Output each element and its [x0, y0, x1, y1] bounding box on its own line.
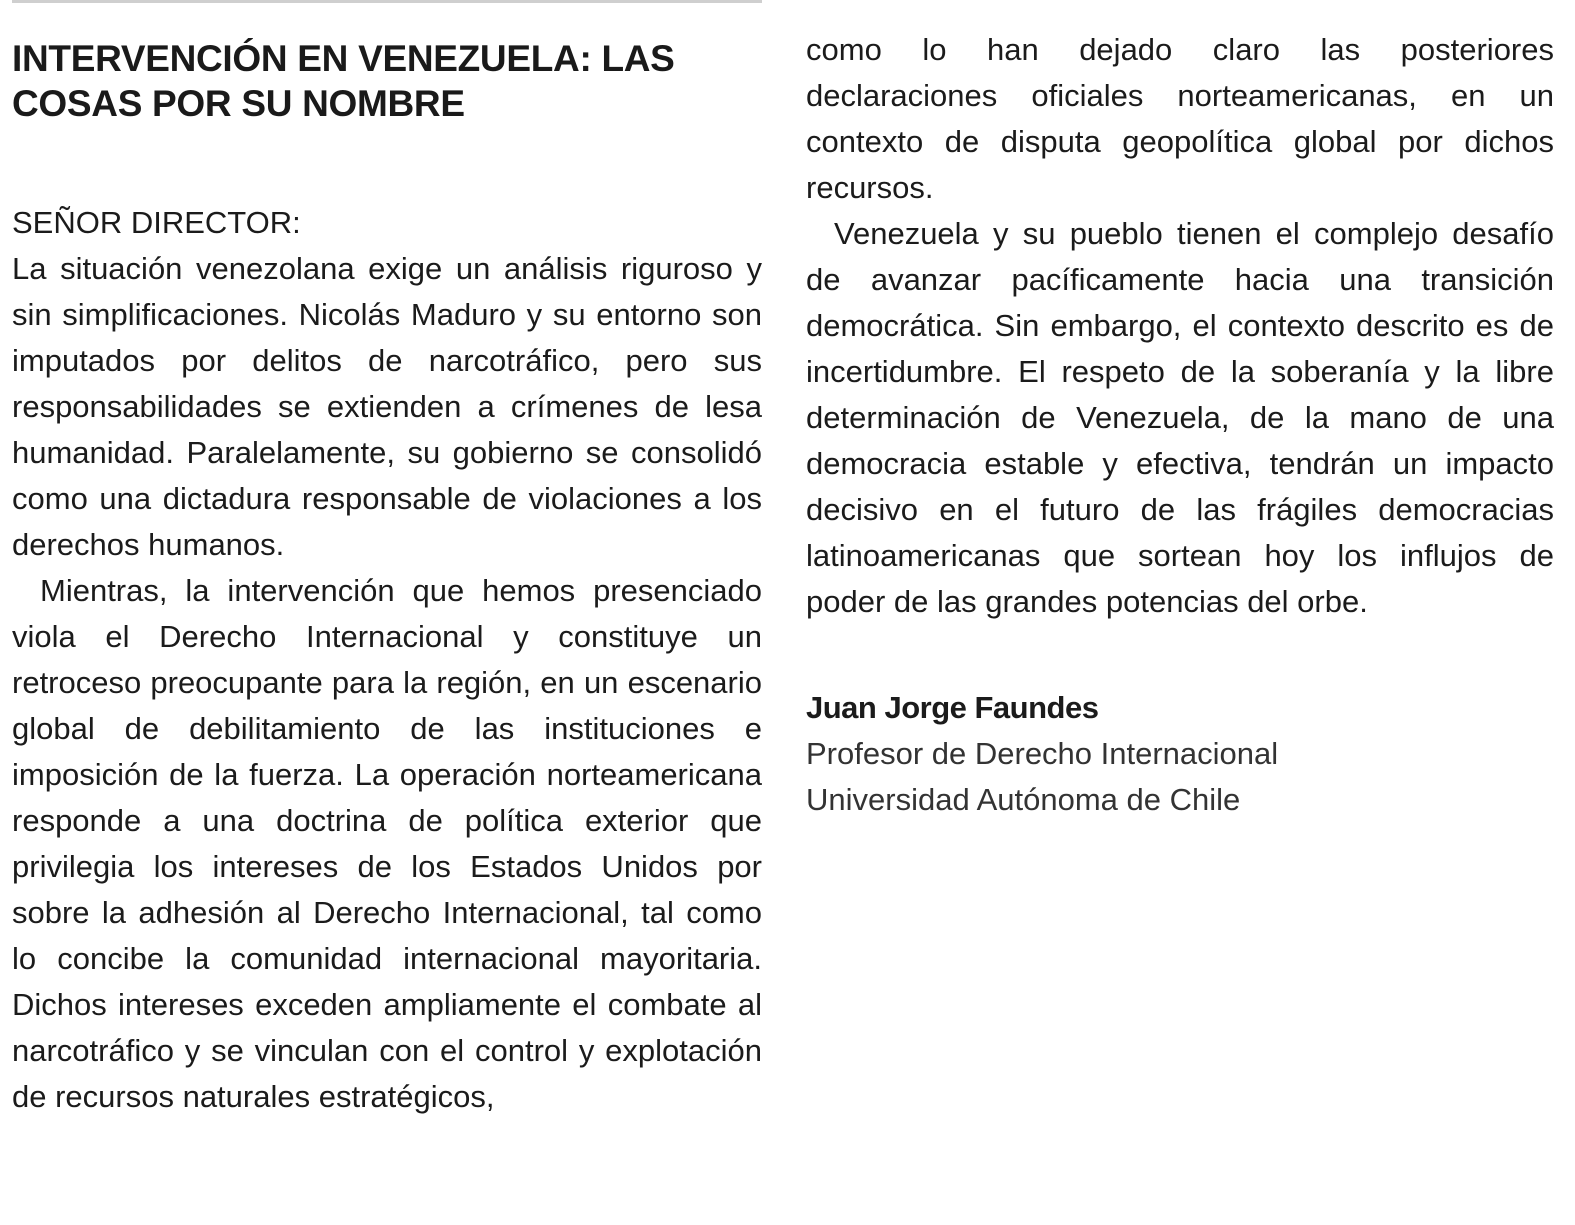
right-column: [806, 27, 1554, 823]
author-name: Juan Jorge Faundes: [806, 690, 1099, 725]
author-institution: Universidad Autónoma de Chile: [806, 782, 1241, 817]
left-column: [12, 36, 762, 1120]
paragraph-2-end: como lo han dejado claro las posteriores declaraciones oficiales norteamericanas, en un contexto de disputa geopolítica global por dichos recursos.: [806, 32, 1554, 205]
letter-headline: INTERVENCIÓN EN VENEZUELA: LAS COSAS POR SU NOMBRE: [12, 38, 675, 124]
salutation: SEÑOR DIRECTOR:: [12, 205, 301, 240]
paragraph-3: Venezuela y su pueblo tienen el complejo desafío de avanzar pacíficamente hacia una transición democrática. Sin embargo, el contexto descrito es de incertidumbre. El respeto de la soberanía y la libre determinación de Venezuela, de la mano de una democracia estable y efectiva, tendrán un impacto decisivo en el futuro de las frágiles democracias latinoamericanas que sortean hoy los influjos de poder de las grandes potencias del orbe.: [806, 216, 1554, 619]
paragraph-2-start: Mientras, la intervención que hemos presenciado viola el Derecho Internacional y constituye un retroceso preocupante para la región, en un escenario global de debilitamiento de las instituciones e imposición de la fuerza. La operación norteamericana responde a una doctrina de política exterior que privilegia los intereses de los Estados Unidos por sobre la adhesión al Derecho Internacional, tal como lo concibe la comunidad internacional mayoritaria. Dichos intereses exceden ampliamente el combate al narcotráfico y se vinculan con el control y explotación de recursos naturales estratégicos,: [12, 573, 762, 1114]
author-title: Profesor de Derecho Internacional: [806, 736, 1279, 771]
top-divider: [12, 0, 762, 3]
signature-block: [806, 685, 1554, 823]
paragraph-1: La situación venezolana exige un análisis riguroso y sin simplificaciones. Nicolás Maduro y su entorno son imputados por delitos de narcotráfico, pero sus responsabilidades se extienden a crímenes de lesa humanidad. Paralelamente, su gobierno se consolidó como una dictadura responsable de violaciones a los derechos humanos.: [12, 251, 762, 562]
